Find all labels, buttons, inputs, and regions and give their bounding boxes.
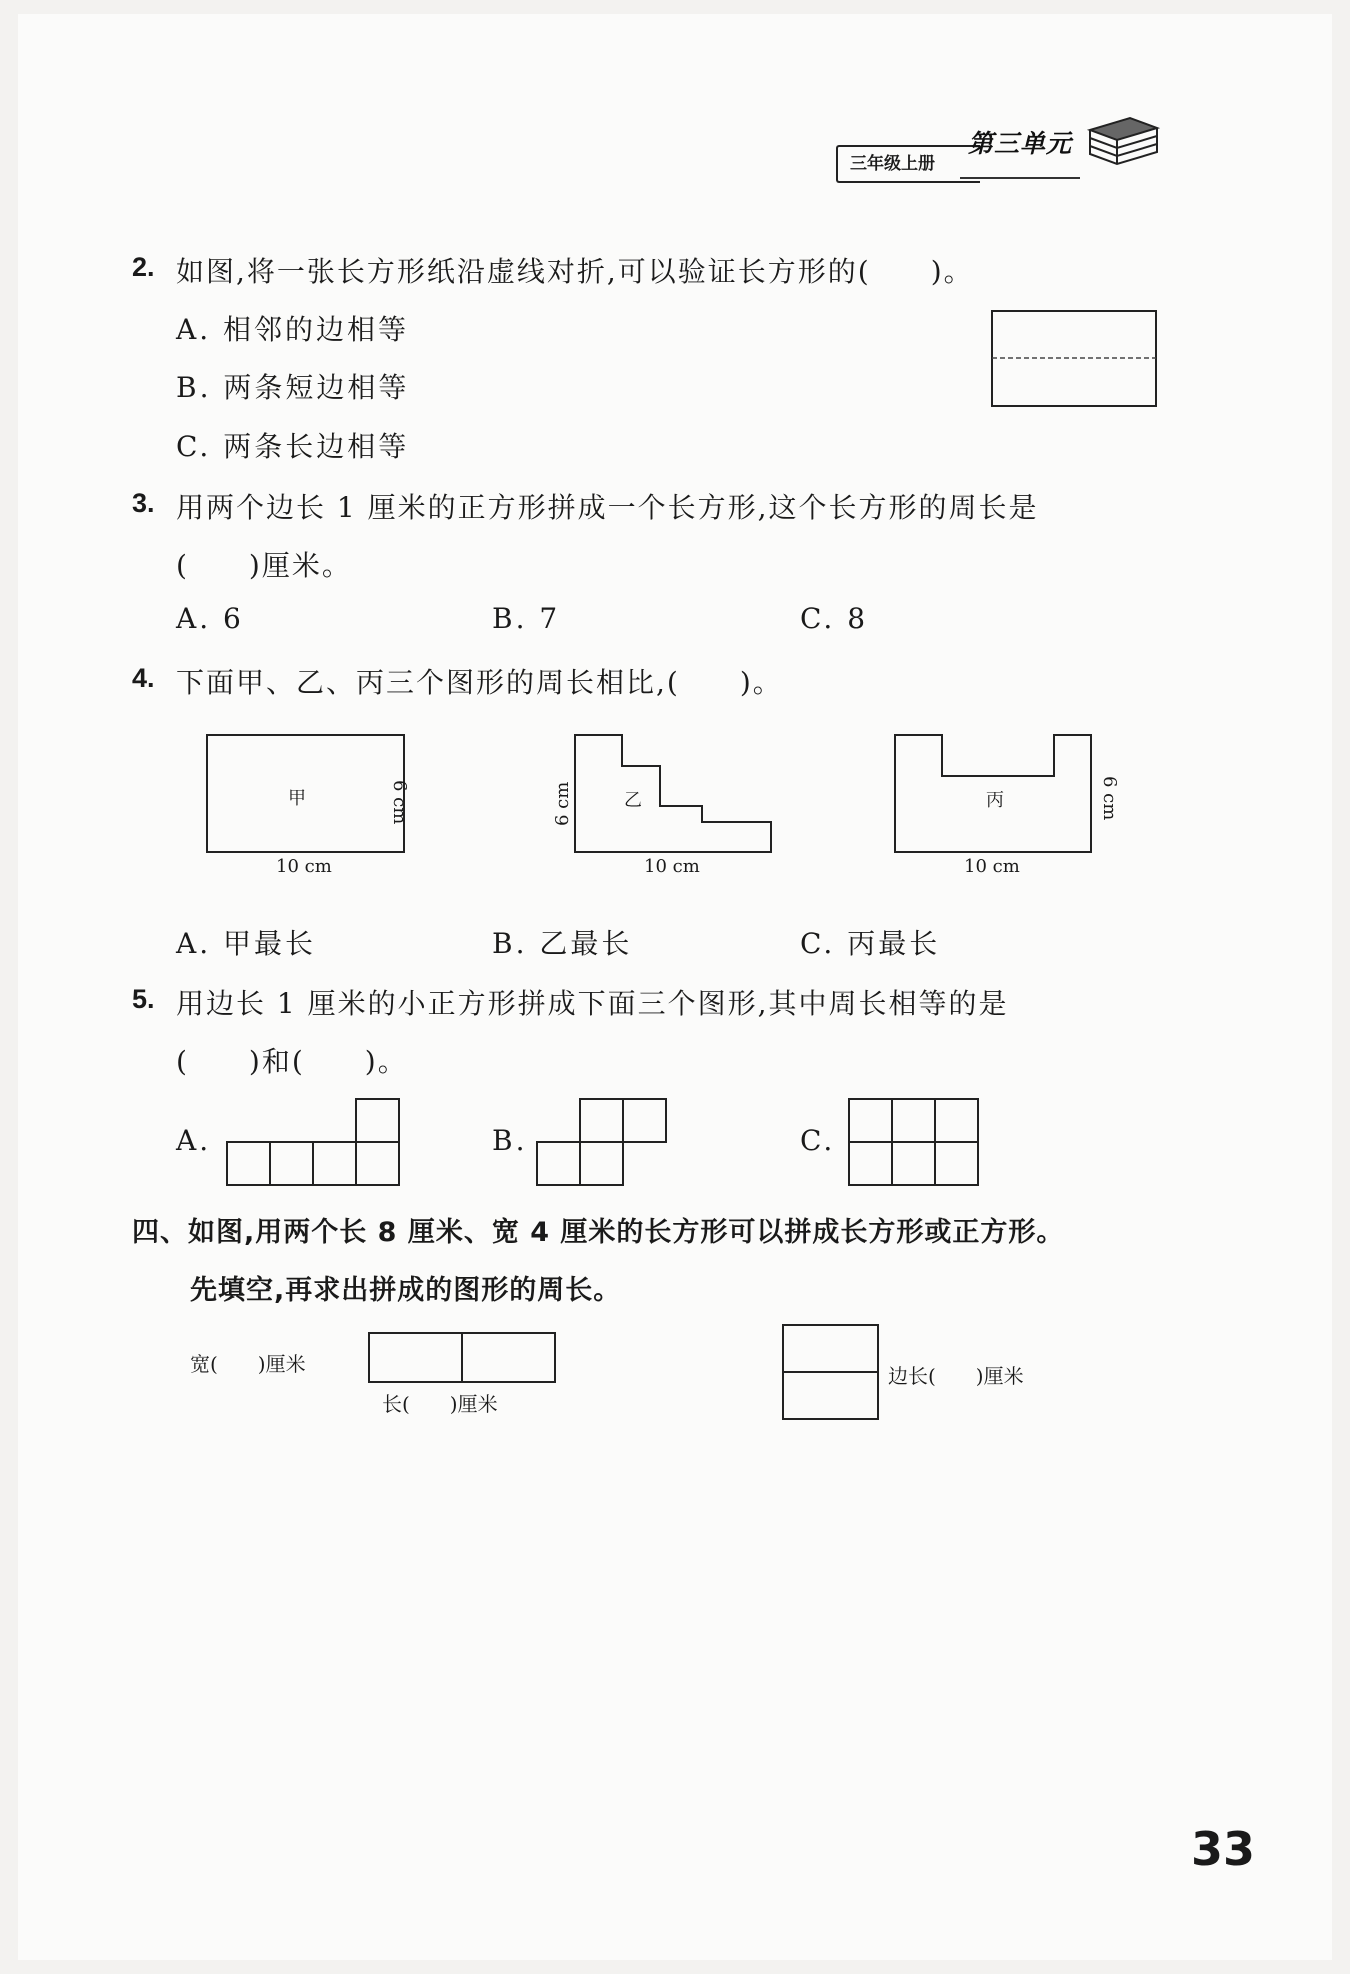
q3-text-line2: ( )厘米。: [176, 549, 352, 582]
books-icon: [1085, 112, 1160, 172]
q5-option-a-label[interactable]: A.: [176, 1124, 212, 1157]
q4-number: 4.: [132, 663, 155, 693]
square-side-label: 边长( )厘米: [888, 1364, 1024, 1388]
q3-option-a[interactable]: A. 6: [176, 602, 244, 635]
q4-figure-yi: [574, 734, 774, 854]
q4-bing-label: 丙: [986, 790, 1004, 811]
rect-length-label: 长( )厘米: [382, 1392, 498, 1416]
q4-text: 下面甲、乙、丙三个图形的周长相比,( )。: [176, 666, 783, 699]
rect-width-label: 宽( )厘米: [190, 1352, 306, 1376]
q2-option-b[interactable]: B. 两条短边相等: [176, 371, 410, 404]
q5-shape-b: [536, 1096, 671, 1186]
q4-yi-width: 10 cm: [644, 856, 700, 877]
q3-option-c[interactable]: C. 8: [800, 602, 869, 635]
q3-option-b[interactable]: B. 7: [492, 602, 561, 635]
grade-label: 三年级上册: [836, 145, 980, 183]
q5-text-line2: ( )和( )。: [176, 1045, 408, 1078]
q4-option-c[interactable]: C. 丙最长: [800, 927, 941, 960]
header-rule: [960, 177, 1080, 179]
q5-number: 5.: [132, 984, 155, 1014]
combined-square: [782, 1324, 880, 1422]
q4-jia-height: 6 cm: [389, 780, 410, 825]
q4-bing-height: 6 cm: [1099, 776, 1120, 821]
section4-title-line2: 先填空,再求出拼成的图形的周长。: [190, 1275, 622, 1306]
unit-label: 第三单元: [968, 129, 1073, 158]
q5-shape-c: [848, 1096, 983, 1186]
q2-text: 如图,将一张长方形纸沿虚线对折,可以验证长方形的( )。: [176, 255, 974, 288]
q4-yi-label: 乙: [624, 790, 642, 811]
q5-text-line1: 用边长 1 厘米的小正方形拼成下面三个图形,其中周长相等的是: [176, 987, 1009, 1020]
q2-folded-rectangle: [991, 310, 1157, 407]
q2-number: 2.: [132, 252, 155, 282]
q4-jia-label: 甲: [288, 788, 306, 809]
q4-jia-width: 10 cm: [276, 856, 332, 877]
q4-bing-width: 10 cm: [964, 856, 1020, 877]
q5-option-c-label[interactable]: C.: [800, 1124, 836, 1157]
q4-yi-height: 6 cm: [552, 781, 573, 826]
q3-number: 3.: [132, 488, 155, 518]
q3-text-line1: 用两个边长 1 厘米的正方形拼成一个长方形,这个长方形的周长是: [176, 491, 1039, 524]
q5-option-b-label[interactable]: B.: [492, 1124, 528, 1157]
q2-option-c[interactable]: C. 两条长边相等: [176, 430, 410, 463]
page-number: 33: [1190, 1822, 1255, 1876]
combined-rectangle: [368, 1332, 558, 1384]
q4-option-b[interactable]: B. 乙最长: [492, 927, 633, 960]
q5-shape-a: [226, 1096, 402, 1186]
section4-title-line1: 四、如图,用两个长 8 厘米、宽 4 厘米的长方形可以拼成长方形或正方形。: [132, 1217, 1065, 1248]
q4-option-a[interactable]: A. 甲最长: [176, 927, 317, 960]
q2-option-a[interactable]: A. 相邻的边相等: [176, 313, 410, 346]
q4-figure-jia: [206, 734, 406, 854]
